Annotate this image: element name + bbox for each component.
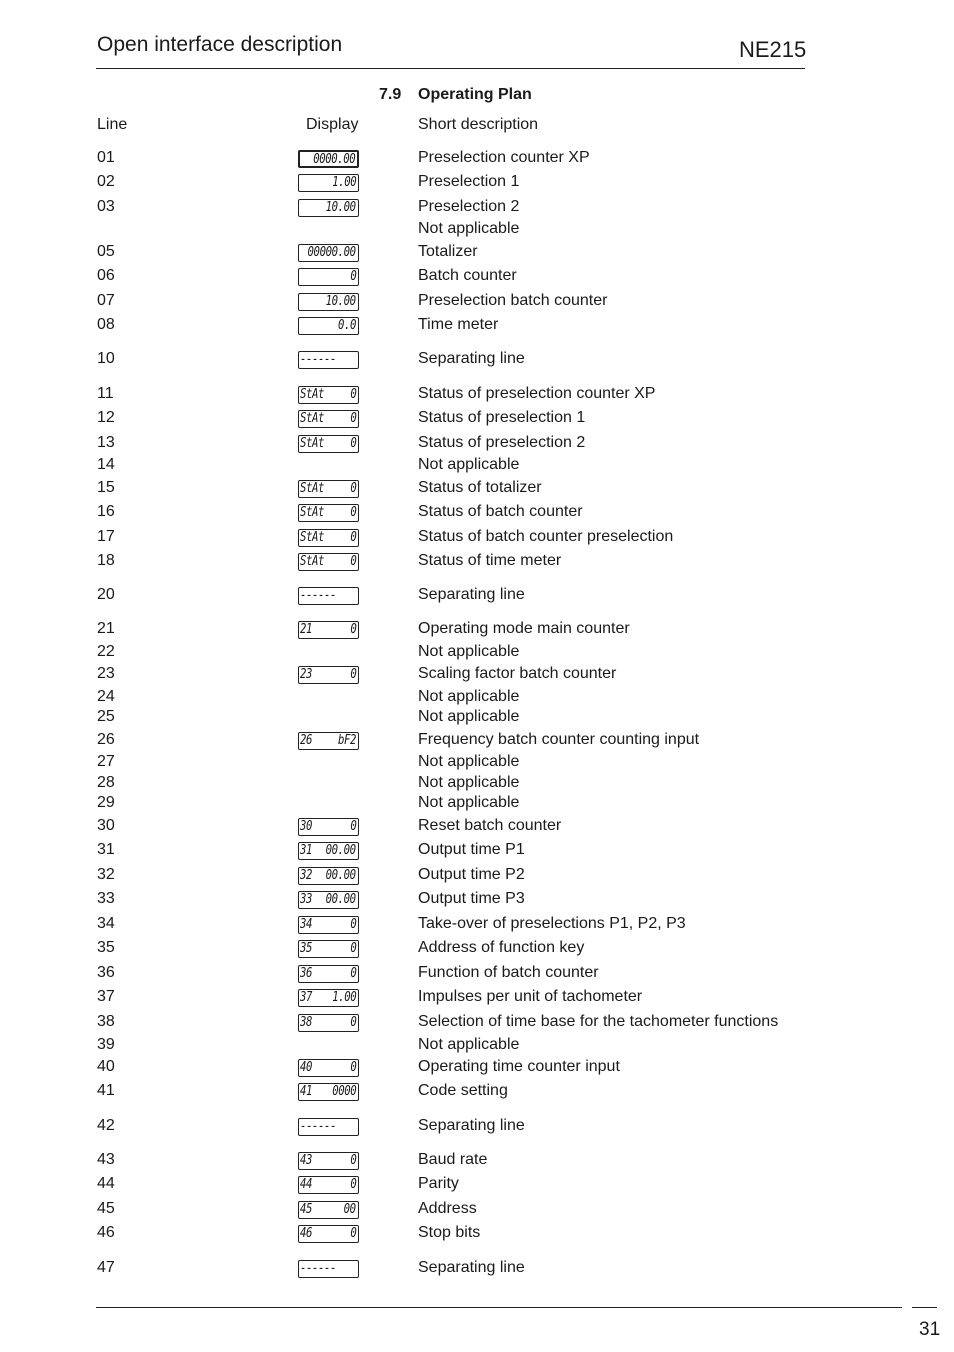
table-row [0,840,954,860]
header-rule [96,68,805,69]
table-row [0,1057,954,1077]
row-line-number: 31 [97,841,115,858]
lcd-display [298,244,359,262]
row-line-number: 35 [97,939,115,956]
row-line-number: 20 [97,586,115,603]
lcd-left-text: 21 [300,622,313,637]
lcd-left-text: ------ [300,352,337,367]
lcd-right-text: 0 [349,505,356,520]
lcd-display [298,553,359,571]
lcd-display [298,150,359,168]
lcd-display [298,621,359,639]
lcd-left-text: 37 [300,990,313,1005]
lcd-display [298,842,359,860]
lcd-display [298,818,359,836]
lcd-display [298,989,359,1007]
table-row [0,793,954,813]
table-row [0,502,954,522]
row-line-number: 40 [97,1058,115,1075]
row-line-number: 28 [97,774,115,791]
row-line-number: 11 [97,385,114,402]
row-line-number: 13 [97,434,115,451]
lcd-display [298,1260,359,1278]
lcd-right-text: 0 [349,667,356,682]
table-row [0,478,954,498]
row-line-number: 18 [97,552,115,569]
lcd-display [298,480,359,498]
lcd-right-text: 00.00 [325,868,356,883]
table-row [0,242,954,262]
row-line-number: 22 [97,643,115,660]
row-description: Separating line [418,350,525,367]
row-line-number: 03 [97,198,115,215]
lcd-left-text: StAt [300,481,325,496]
lcd-left-text: StAt [300,387,325,402]
table-row [0,1174,954,1194]
row-line-number: 02 [97,173,115,190]
lcd-right-text: 00.00 [325,892,356,907]
table-row [0,433,954,453]
lcd-left-text: 36 [300,966,313,981]
row-description: Not applicable [418,753,520,770]
row-line-number: 05 [97,243,115,260]
row-description: Status of batch counter [418,503,583,520]
lcd-right-text: 0 [349,530,356,545]
row-description: Separating line [418,1117,525,1134]
lcd-right-text: 0 [349,1060,356,1075]
table-row [0,963,954,983]
lcd-display [298,410,359,428]
lcd-display [298,1118,359,1136]
table-row [0,1116,954,1136]
lcd-display [298,867,359,885]
lcd-left-text: 45 [300,1202,313,1217]
header-title: Open interface description [97,33,343,56]
table-row [0,707,954,727]
lcd-right-text: 0000.00 [312,152,355,167]
lcd-display [298,666,359,684]
lcd-display [298,891,359,909]
lcd-display [298,965,359,983]
row-line-number: 46 [97,1224,115,1241]
lcd-display [298,435,359,453]
row-line-number: 33 [97,890,115,907]
row-description: Output time P3 [418,890,525,907]
table-row [0,889,954,909]
lcd-right-text: 1.00 [331,990,356,1005]
table-row [0,219,954,239]
row-description: Operating mode main counter [418,620,630,637]
lcd-right-text: bF2 [337,733,356,748]
lcd-display [298,916,359,934]
row-description: Preselection counter XP [418,149,590,166]
lcd-display [298,174,359,192]
column-header-display: Display [306,116,359,133]
row-description: Output time P2 [418,866,525,883]
lcd-right-text: 0 [349,1015,356,1030]
lcd-display [298,317,359,335]
row-description: Output time P1 [418,841,525,858]
table-row [0,384,954,404]
row-description: Preselection 1 [418,173,520,190]
table-row [0,987,954,1007]
lcd-right-text: 0 [349,917,356,932]
table-row [0,1199,954,1219]
row-line-number: 06 [97,267,115,284]
row-line-number: 10 [97,350,115,367]
table-row [0,1035,954,1055]
lcd-display [298,1152,359,1170]
lcd-display [298,1176,359,1194]
lcd-right-text: 00 [343,1202,356,1217]
row-line-number: 39 [97,1036,115,1053]
table-row [0,349,954,369]
lcd-right-text: 0.0 [337,318,356,333]
table-row [0,408,954,428]
row-description: Time meter [418,316,499,333]
lcd-right-text: 0 [349,436,356,451]
lcd-display [298,351,359,369]
lcd-right-text: 0 [349,622,356,637]
table-row [0,1081,954,1101]
row-description: Address of function key [418,939,585,956]
lcd-display [298,1225,359,1243]
row-description: Not applicable [418,774,520,791]
lcd-right-text: 0000 [331,1084,356,1099]
lcd-left-text: ------ [300,588,337,603]
lcd-left-text: StAt [300,411,325,426]
lcd-display [298,293,359,311]
row-line-number: 25 [97,708,115,725]
row-description: Baud rate [418,1151,488,1168]
lcd-right-text: 10.00 [325,294,356,309]
lcd-right-text: 0 [349,941,356,956]
table-row [0,752,954,772]
row-line-number: 21 [97,620,115,637]
lcd-left-text: 44 [300,1177,313,1192]
lcd-right-text: 0 [349,1226,356,1241]
lcd-left-text: StAt [300,554,325,569]
row-description: Not applicable [418,643,520,660]
lcd-left-text: 38 [300,1015,313,1030]
lcd-left-text: StAt [300,530,325,545]
lcd-right-text: 1.00 [331,175,356,190]
table-row [0,816,954,836]
row-description: Impulses per unit of tachometer [418,988,643,1005]
column-header-description: Short description [418,116,539,133]
row-description: Batch counter [418,267,517,284]
table-row [0,1223,954,1243]
table-row [0,687,954,707]
section-title: Operating Plan [418,86,532,103]
lcd-left-text: ------ [300,1119,337,1134]
lcd-right-text: 00.00 [325,843,356,858]
table-row [0,172,954,192]
row-description: Take-over of preselections P1, P2, P3 [418,915,686,932]
table-row [0,148,954,168]
row-line-number: 16 [97,503,115,520]
table-row [0,291,954,311]
table-row [0,585,954,605]
row-description: Preselection 2 [418,198,520,215]
lcd-display [298,1083,359,1101]
lcd-right-text: 0 [349,269,356,284]
row-description: Not applicable [418,1036,520,1053]
lcd-left-text: ------ [300,1261,337,1276]
row-line-number: 38 [97,1013,115,1030]
lcd-display [298,386,359,404]
row-line-number: 37 [97,988,115,1005]
lcd-right-text: 0 [349,966,356,981]
table-row [0,1150,954,1170]
footer-rule [96,1307,902,1308]
lcd-display [298,1201,359,1219]
table-row [0,315,954,335]
lcd-right-text: 00000.00 [307,245,356,260]
row-description: Status of preselection 2 [418,434,586,451]
row-line-number: 44 [97,1175,115,1192]
table-row [0,619,954,639]
row-description: Not applicable [418,220,520,237]
lcd-left-text: 32 [300,868,313,883]
lcd-left-text: 33 [300,892,313,907]
row-description: Address [418,1200,477,1217]
row-line-number: 32 [97,866,115,883]
table-row [0,1258,954,1278]
row-description: Status of totalizer [418,479,542,496]
row-description: Status of preselection 1 [418,409,586,426]
row-description: Not applicable [418,708,520,725]
lcd-right-text: 0 [349,819,356,834]
lcd-left-text: 43 [300,1153,313,1168]
row-line-number: 45 [97,1200,115,1217]
row-line-number: 41 [97,1082,115,1099]
lcd-display [298,732,359,750]
lcd-right-text: 10.00 [325,200,356,215]
lcd-right-text: 0 [349,554,356,569]
row-line-number: 14 [97,456,115,473]
row-description: Totalizer [418,243,478,260]
row-description: Selection of time base for the tachometer functions [418,1013,779,1030]
row-description: Not applicable [418,456,520,473]
row-line-number: 47 [97,1259,115,1276]
row-description: Preselection batch counter [418,292,608,309]
lcd-display [298,268,359,286]
lcd-display [298,1059,359,1077]
table-row [0,914,954,934]
lcd-display [298,1014,359,1032]
row-line-number: 12 [97,409,115,426]
lcd-display [298,587,359,605]
row-line-number: 36 [97,964,115,981]
row-description: Reset batch counter [418,817,562,834]
row-line-number: 26 [97,731,115,748]
lcd-left-text: 31 [300,843,313,858]
row-line-number: 15 [97,479,115,496]
row-line-number: 23 [97,665,115,682]
lcd-left-text: 26 [300,733,313,748]
table-row [0,664,954,684]
table-row [0,938,954,958]
row-description: Status of preselection counter XP [418,385,656,402]
table-row [0,865,954,885]
lcd-left-text: 40 [300,1060,313,1075]
lcd-left-text: 23 [300,667,313,682]
row-description: Frequency batch counter counting input [418,731,700,748]
row-description: Stop bits [418,1224,481,1241]
lcd-right-text: 0 [349,1177,356,1192]
row-line-number: 34 [97,915,115,932]
lcd-left-text: 46 [300,1226,313,1241]
row-description: Scaling factor batch counter [418,665,617,682]
lcd-right-text: 0 [349,387,356,402]
row-description: Not applicable [418,794,520,811]
table-row [0,455,954,475]
lcd-display [298,504,359,522]
row-description: Parity [418,1175,459,1192]
lcd-display [298,199,359,217]
table-row [0,1012,954,1032]
row-line-number: 30 [97,817,115,834]
row-line-number: 29 [97,794,115,811]
lcd-left-text: 34 [300,917,313,932]
row-line-number: 24 [97,688,115,705]
column-header-line: Line [97,116,128,133]
lcd-display [298,529,359,547]
footer-rule-short [912,1307,937,1308]
row-line-number: 27 [97,753,115,770]
lcd-left-text: StAt [300,436,325,451]
row-line-number: 08 [97,316,115,333]
row-description: Code setting [418,1082,508,1099]
lcd-left-text: 41 [300,1084,313,1099]
table-row [0,266,954,286]
lcd-right-text: 0 [349,411,356,426]
row-description: Status of batch counter preselection [418,528,674,545]
row-line-number: 43 [97,1151,115,1168]
row-description: Not applicable [418,688,520,705]
row-description: Separating line [418,586,525,603]
row-line-number: 17 [97,528,115,545]
lcd-display [298,940,359,958]
row-description: Status of time meter [418,552,562,569]
page-number: 31 [919,1319,941,1340]
section-number: 7.9 [379,86,402,103]
table-row [0,527,954,547]
table-row [0,730,954,750]
table-row [0,551,954,571]
lcd-left-text: StAt [300,505,325,520]
row-description: Separating line [418,1259,525,1276]
lcd-right-text: 0 [349,1153,356,1168]
table-row [0,642,954,662]
row-line-number: 01 [97,149,115,166]
row-description: Operating time counter input [418,1058,620,1075]
header-model: NE215 [739,37,807,62]
lcd-right-text: 0 [349,481,356,496]
table-row [0,773,954,793]
table-row [0,197,954,217]
lcd-left-text: 30 [300,819,313,834]
row-line-number: 07 [97,292,115,309]
row-description: Function of batch counter [418,964,599,981]
lcd-left-text: 35 [300,941,313,956]
row-line-number: 42 [97,1117,115,1134]
